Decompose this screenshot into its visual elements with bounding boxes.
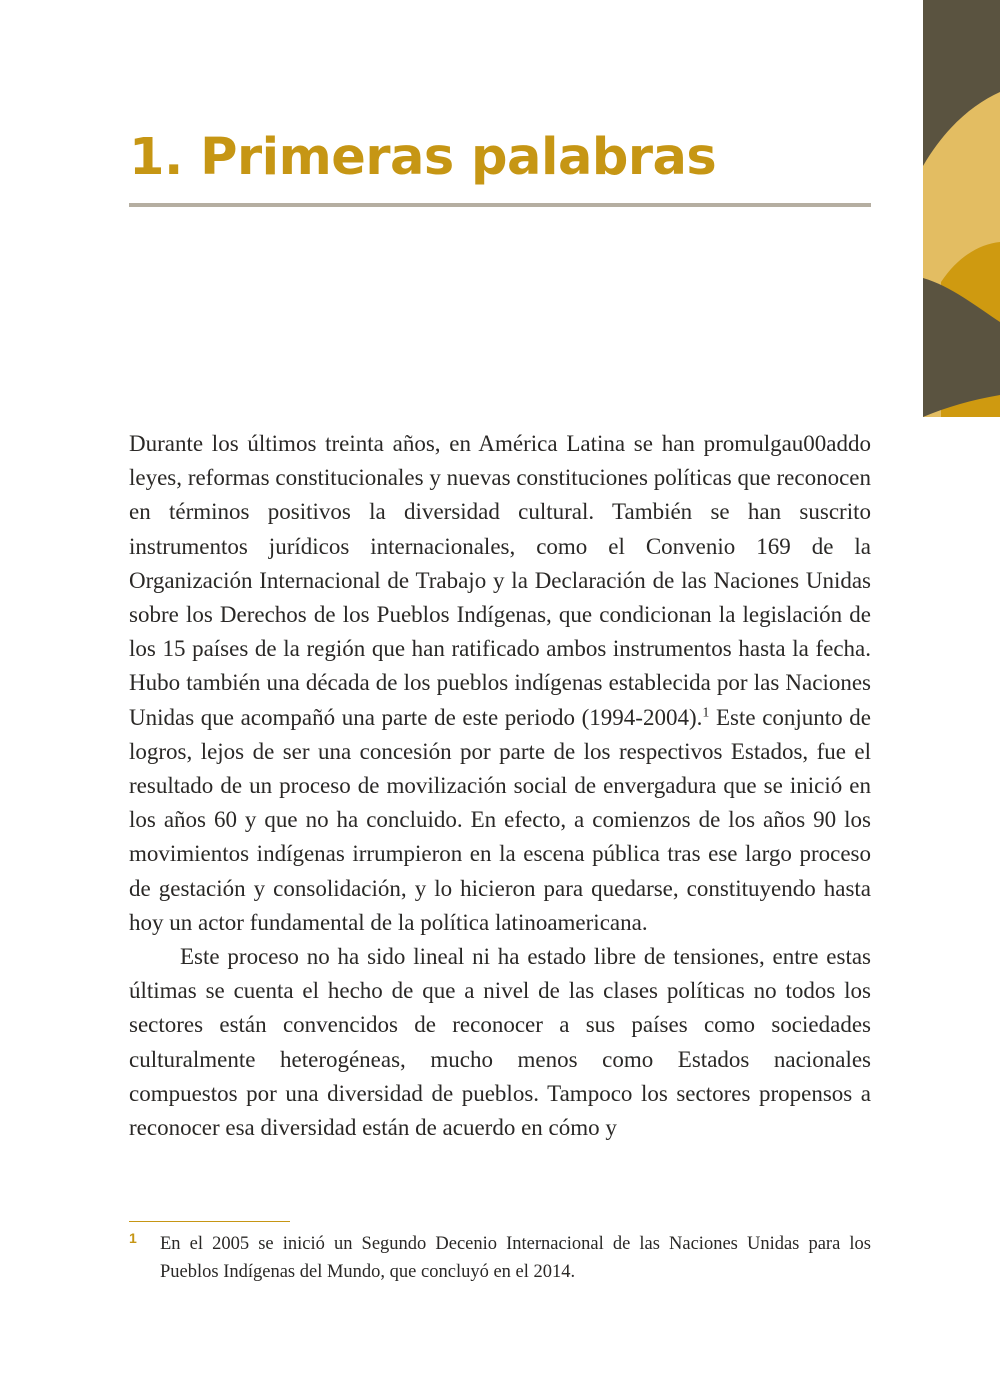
- corner-decoration: [923, 0, 1000, 417]
- footnote-text: En el 2005 se inició un Segundo Decenio Internacional de las Naciones Unidas para los Pueblos Indígenas del Mundo, que concluyó en el 2014.: [160, 1234, 871, 1282]
- body-text: [129, 427, 871, 1145]
- footnote-divider: [129, 1221, 290, 1222]
- paragraph-1-text-start: Durante los últimos treinta años, en América Latina se han promulgau00addo leyes, reformas constitucionales y nuevas constituciones políticas que reconocen en términos positivos la diversidad cultural. También se han suscrito instrumentos jurídicos internacionales, como el Convenio 169 de la Organización Internacional de Trabajo y la Declaración de las Naciones Unidas sobre los Derechos de los Pueblos Indígenas, que condicionan la legislación de los 15 países de la región que han ratificado ambos instrumentos hasta la fecha. Hubo también una década de los pueblos indígenas establecida por las Naciones Unidas que acompañó una parte de este periodo (1994-2004).: [129, 431, 871, 730]
- paragraph-1-text-end: Este conjunto de logros, lejos de ser una concesión por parte de los respectivos Estados, fue el resultado de un proceso de movilización social de envergadura que se inició en los años 60 y que no ha concluido. En efecto, a comienzos de los años 90 los movimientos indígenas irrumpieron en la escena pública tras ese largo proceso de gestación y consolidación, y lo hicieron para quedarse, constituyendo hasta hoy un actor fundamental de la política latinoamericana.: [129, 704, 871, 935]
- footnote-marker: 1: [129, 1230, 137, 1246]
- title-divider: [129, 203, 871, 207]
- body-paragraph-1: [129, 427, 871, 940]
- body-paragraph-2: Este proceso no ha sido lineal ni ha estado libre de tensiones, entre estas últimas se cuenta el hecho de que a nivel de las clases políticas no todos los sectores están convencidos de reconocer a sus países como sociedades culturalmente heterogéneas, mucho menos como Estados nacionales compuestos por una diversidad de pueblos. Tampoco los sectores propensos a reconocer esa diversidad están de acuerdo en cómo y: [129, 944, 871, 1141]
- chapter-title: 1. Primeras palabras: [129, 128, 717, 187]
- footnote: [129, 1230, 871, 1286]
- footnote-reference: 1: [702, 704, 710, 720]
